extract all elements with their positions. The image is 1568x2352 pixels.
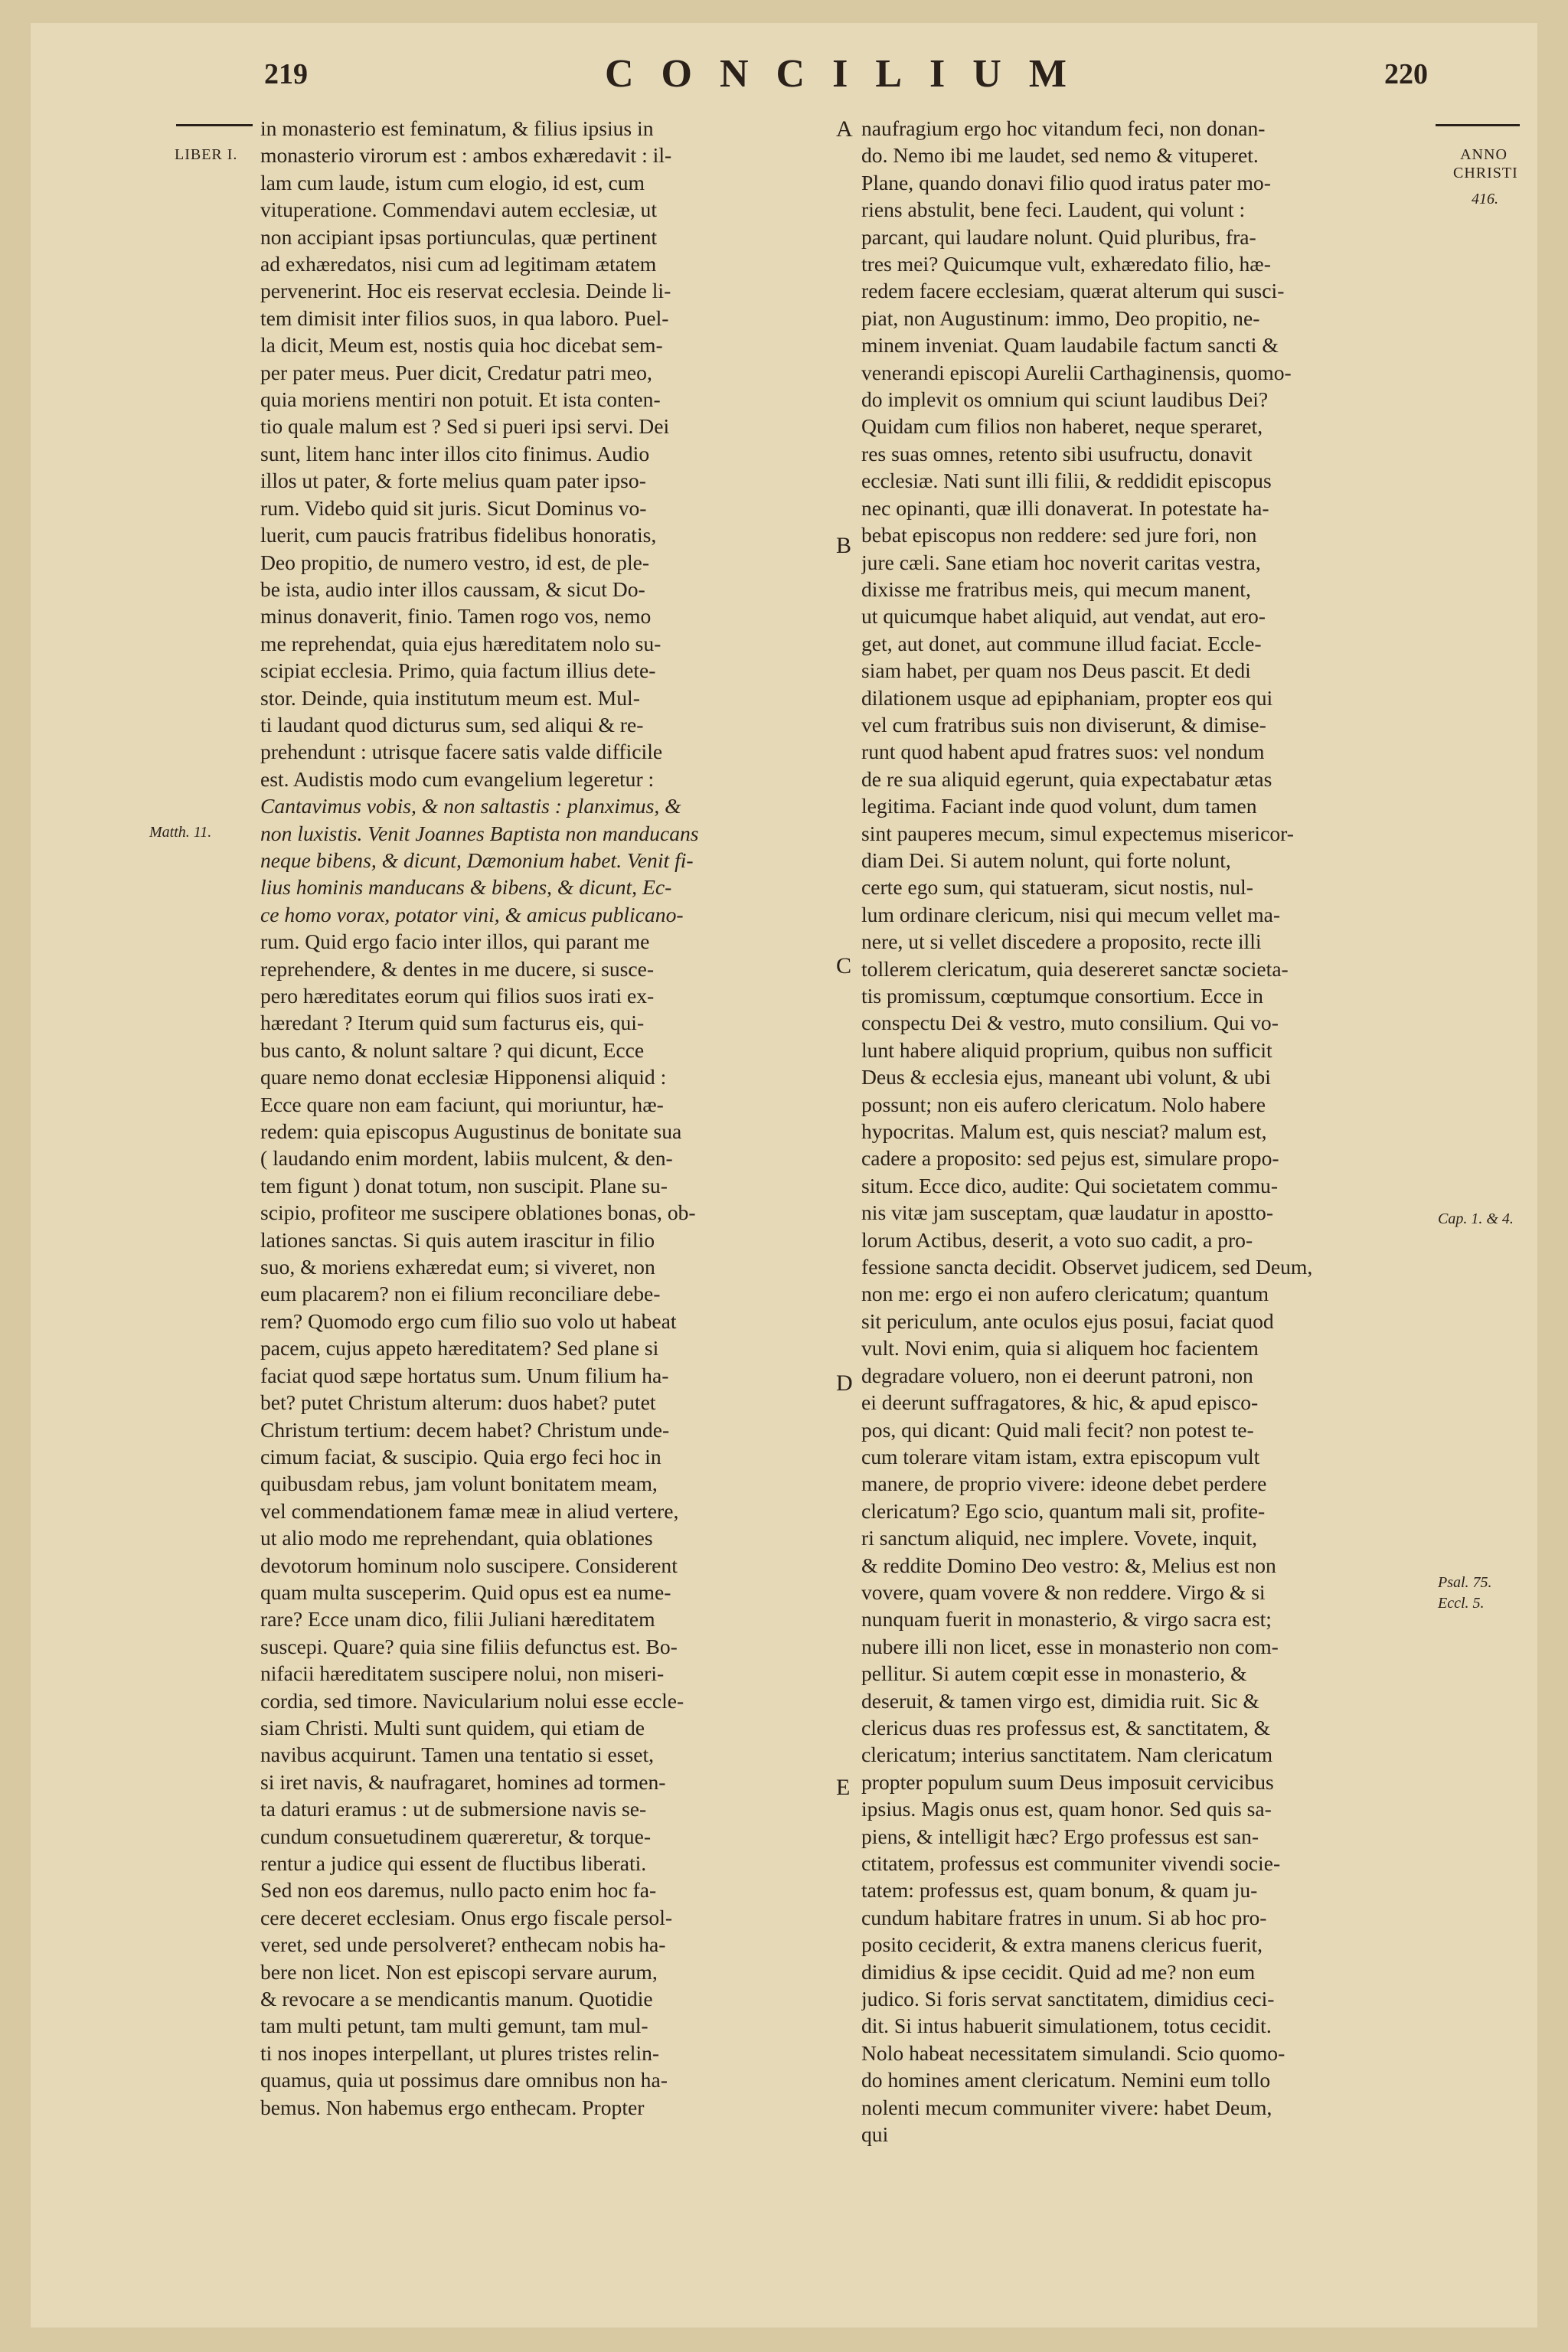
text-line: suscepi. Quare? quia sine filiis defunctus est. Bo- (260, 1634, 678, 1658)
text-line: nifacii hæreditatem suscipere nolui, non miseri- (260, 1661, 665, 1686)
text-line: non me: ergo ei non aufero clericatum; quantum (861, 1282, 1269, 1306)
text-line: navibus acquirunt. Tamen una tentatio si esset, (260, 1743, 655, 1767)
text-line: clericus duas res professus est, & sanctitatem, & (861, 1715, 1271, 1740)
text-line: situm. Ecce dico, audite: Qui societatem commu- (861, 1173, 1279, 1197)
text-line: la dicit, Meum est, nostis quia hoc dicebat sem- (260, 333, 663, 358)
text-line: illos ut pater, & forte melius quam pater ipso- (260, 469, 646, 493)
margin-book-label: LIBER I. (175, 146, 238, 163)
text-line: dilationem usque ad epiphaniam, propter eos qui (861, 685, 1273, 710)
text-line: cordia, sed timore. Navicularium nolui esse eccle- (260, 1688, 684, 1713)
text-line: rem? Quomodo ergo cum filio suo volo ut habeat (260, 1308, 677, 1333)
text-line: naufragium ergo hoc vitandum feci, non donan- (861, 116, 1266, 140)
text-line: parcant, qui laudare nolunt. Quid pluribus, fra- (861, 224, 1256, 249)
text-line: redem facere ecclesiam, quærat alterum qui susci- (861, 279, 1285, 303)
text-line: ce homo vorax, potator vini, & amicus publicano- (260, 902, 684, 926)
text-line: Deus & ecclesia ejus, maneant ubi volunt, & ubi (861, 1065, 1271, 1089)
text-line: manere, de proprio vivere: ideone debet perdere (861, 1472, 1267, 1496)
text-line: quam multa susceperim. Quid opus est ea nume- (260, 1579, 671, 1604)
text-line: devotorum hominum nolo suscipere. Considerent (260, 1553, 678, 1577)
header-rule-right (1436, 124, 1520, 126)
text-line: do. Nemo ibi me laudet, sed nemo & vituperet. (861, 143, 1259, 168)
text-line: scipiat ecclesia. Primo, quia factum illius dete- (260, 658, 656, 683)
text-line: possunt; non eis aufero clericatum. Nolo habere (861, 1092, 1266, 1116)
text-line: bus canto, & nolunt saltare ? qui dicunt, Ecce (260, 1037, 645, 1062)
page-header (0, 52, 1568, 111)
text-line: ri sanctum aliquid, nec implere. Vovete, inquit, (861, 1526, 1258, 1550)
text-line: jure cæli. Sane etiam hoc noverit caritas vestra, (861, 550, 1261, 574)
text-line: dit. Si intus habuerit simulationem, totus cecidit. (861, 2014, 1272, 2038)
text-line: legitima. Faciant inde quod volunt, dum tamen (861, 794, 1257, 818)
margin-year-label: ANNO CHRISTI (1453, 146, 1518, 181)
text-line: clericatum? Ego scio, quantum mali sit, profite- (861, 1498, 1266, 1523)
text-line: bebat episcopus non reddere: sed jure fori, non (861, 523, 1257, 547)
section-letter-d: D (836, 1370, 853, 1396)
text-line: cundum habitare fratres in unum. Si ab hoc pro- (861, 1905, 1267, 1929)
text-line: ei deerunt suffragatores, & hic, & apud episco- (861, 1390, 1259, 1415)
margin-citation-eccl: Eccl. 5. (1438, 1595, 1485, 1612)
text-line: lorum Actibus, deserit, a voto suo cadit, a pro- (861, 1227, 1253, 1252)
text-line: ipsius. Magis onus est, quam honor. Sed quis sa- (861, 1797, 1272, 1821)
text-line: diam Dei. Si autem nolunt, qui forte nolunt, (861, 848, 1231, 872)
text-line: & revocare a se mendicantis manum. Quotidie (260, 1987, 653, 2011)
text-line: quamus, quia ut possimus dare omnibus non ha- (260, 2068, 668, 2092)
text-line: quibusdam rebus, jam volunt bonitatem meam, (260, 1472, 658, 1496)
margin-year: 416. (1472, 191, 1498, 207)
text-line: Christum tertium: decem habet? Christum unde- (260, 1417, 670, 1442)
text-line: prehendunt : utrisque facere satis valde difficile (260, 740, 663, 764)
text-line: veret, sed unde persolveret? enthecam nobis ha- (260, 1932, 666, 1957)
text-line: minus donaverit, finio. Tamen rogo vos, nemo (260, 604, 652, 629)
text-line: do homines ament clericatum. Nemini eum tollo (861, 2068, 1271, 2092)
text-line: sint pauperes mecum, simul expectemus misericor- (861, 821, 1294, 845)
text-line: tem dimisit inter filios suos, in qua laboro. Puel- (260, 305, 669, 330)
running-title: CONCILIUM (605, 52, 1094, 96)
text-line: qui (861, 2122, 889, 2147)
text-line: venerandi episcopi Aurelii Carthaginensis, quomo- (861, 360, 1292, 384)
text-line: deseruit, & tamen virgo est, dimidia ruit. Sic & (861, 1688, 1259, 1713)
text-line: lam cum laude, istum cum elogio, id est, cum (260, 170, 645, 194)
text-line: tollerem clericatum, quia desereret sanctæ societa- (861, 956, 1289, 981)
text-line: pos, qui dicant: Quid mali fecit? non potest te- (861, 1417, 1254, 1442)
text-line: tem figunt ) donat totum, non suscipit. Plane su- (260, 1173, 668, 1197)
text-line: rum. Quid ergo facio inter illos, qui parant me (260, 929, 650, 954)
text-line: Cantavimus vobis, & non saltastis : planximus, & (260, 794, 681, 818)
page-number-right: 220 (1384, 58, 1428, 90)
text-line: minem inveniat. Quam laudabile factum sancti & (861, 333, 1279, 358)
text-line: dixisse me fratribus meis, qui mecum manent, (861, 577, 1251, 601)
text-line: cundum consuetudinem quæreretur, & torque- (260, 1824, 652, 1848)
text-line: nolenti mecum communiter vivere: habet Deum, (861, 2095, 1272, 2119)
text-line: get, aut donet, aut commune illud faciat. Eccle- (861, 631, 1262, 655)
text-line: scipio, profiteor me suscipere oblationes bonas, ob- (260, 1200, 696, 1225)
text-line: ut quicumque habet aliquid, aut vendat, aut ero- (861, 604, 1266, 629)
text-line: pervenerint. Hoc eis reservat ecclesia. Deinde li- (260, 279, 671, 303)
text-line: ta daturi eramus : ut de submersione navis se- (260, 1797, 647, 1821)
text-line: clericatum; interius sanctitatem. Nam clericatum (861, 1743, 1273, 1767)
text-line: bet? putet Christum alterum: duos habet? putet (260, 1390, 656, 1415)
text-line: vult. Novi enim, quia si aliquem hoc facientem (861, 1336, 1259, 1361)
text-line: cadere a proposito: sed pejus est, simulare propo- (861, 1146, 1279, 1171)
text-line: siam habet, per quam nos Deus pascit. Et dedi (861, 658, 1251, 683)
text-line: degradare voluero, non ei deerunt patroni, non (861, 1363, 1253, 1387)
text-line: hæredant ? Iterum quid sum facturus eis, qui- (260, 1011, 645, 1035)
section-letter-a: A (836, 116, 853, 142)
text-line: vel cum fratribus suis non diviserunt, & dimise- (861, 712, 1266, 737)
text-line: Plane, quando donavi filio quod iratus pater mo- (861, 170, 1271, 194)
text-line: de re sua aliquid egerunt, quia expectabatur ætas (861, 766, 1272, 791)
text-line: runt quod habent apud fratres suos: vel nondum (861, 740, 1265, 764)
text-line: cere deceret ecclesiam. Onus ergo fiscale persol- (260, 1905, 673, 1929)
text-line: conspectu Dei & vestro, muto consilium. Qui vo- (861, 1011, 1279, 1035)
text-line: res suas omnes, retento sibi usufructu, donavit (861, 441, 1253, 466)
text-line: ti laudant quod dicturus sum, sed aliqui & re- (260, 712, 644, 737)
text-line: Deo propitio, de numero vestro, id est, de ple- (260, 550, 650, 574)
text-line: ti nos inopes interpellant, ut plures tristes relin- (260, 2040, 660, 2065)
text-line: bemus. Non habemus ergo enthecam. Propter (260, 2095, 645, 2119)
text-line: monasterio virorum est : ambos exhæredavit : il- (260, 143, 672, 168)
section-letter-b: B (836, 533, 852, 558)
text-line: vel commendationem famæ meæ in aliud vertere, (260, 1498, 679, 1523)
text-line: reprehendere, & dentes in me ducere, si susce- (260, 956, 655, 981)
text-line: faciat quod sæpe hortatus sum. Unum filium ha- (260, 1363, 669, 1387)
text-line: ad exhæredatos, nisi cum ad legitimam ætatem (260, 252, 657, 276)
text-line: piat, non Augustinum: immo, Deo propitio, ne- (861, 305, 1260, 330)
text-line: riens abstulit, bene feci. Laudent, qui volunt : (861, 198, 1246, 222)
text-line: hypocritas. Malum est, quis nesciat? malum est, (861, 1119, 1267, 1144)
text-line: rentur a judice qui essent de fluctibus liberati. (260, 1851, 647, 1875)
text-line: rare? Ecce unam dico, filii Juliani hæreditatem (260, 1607, 655, 1632)
text-line: me reprehendat, quia ejus hæreditatem nolo su- (260, 631, 662, 655)
text-line: sunt, litem hanc inter illos cito finimus. Audio (260, 441, 650, 466)
text-line: quia moriens mentiri non potuit. Et ista conten- (260, 387, 661, 412)
text-line: propter populum suum Deus imposuit cervicibus (861, 1769, 1274, 1794)
text-line: pacem, cujus appeto hæreditatem? Sed plane si (260, 1336, 659, 1361)
text-line: in monasterio est feminatum, & filius ipsius in (260, 116, 654, 140)
text-line: luerit, cum paucis fratribus fidelibus honoratis, (260, 523, 657, 547)
text-line: nunquam fuerit in monasterio, & virgo sacra est; (861, 1607, 1272, 1632)
text-line: sit periculum, ante oculos ejus posui, faciat quod (861, 1308, 1274, 1333)
section-letter-c: C (836, 953, 852, 978)
text-line: non accipiant ipsas portiunculas, quæ pertinent (260, 224, 658, 249)
text-line: Quidam cum filios non haberet, neque speraret, (861, 414, 1263, 439)
text-line: nubere illi non licet, esse in monasterio non com- (861, 1634, 1279, 1658)
text-line: lius hominis manducans & bibens, & dicunt, Ec- (260, 875, 672, 900)
text-line: be ista, audio inter illos caussam, & sicut Do- (260, 577, 645, 601)
text-line: rum. Videbo quid sit juris. Sicut Dominus vo- (260, 495, 647, 520)
text-line: vituperatione. Commendavi autem ecclesiæ, ut (260, 198, 658, 222)
text-line: nec opinanti, quæ illi donaverat. In potestate ha- (861, 495, 1269, 520)
text-line: per pater meus. Puer dicit, Credatur patri meo, (260, 360, 652, 384)
margin-citation-matthew: Matth. 11. (149, 824, 212, 841)
text-line: tres mei? Quicumque vult, exhæredato filio, hæ- (861, 252, 1271, 276)
text-line: suo, & moriens exhæredat eum; si viveret, non (260, 1255, 655, 1279)
text-line: lunt habere aliquid proprium, quibus non sufficit (861, 1037, 1272, 1062)
text-line: judico. Si foris servat sanctitatem, dimidius ceci- (861, 1987, 1275, 2011)
text-line: ut alio modo me reprehendant, quia oblationes (260, 1526, 653, 1550)
text-line: tam multi petunt, tam multi gemunt, tam mul- (260, 2014, 648, 2038)
text-line: & reddite Domino Deo vestro: &, Melius est non (861, 1553, 1276, 1577)
text-line: ctitatem, professus est communiter vivendi socie- (861, 1851, 1281, 1875)
margin-citation-cap: Cap. 1. & 4. (1438, 1210, 1514, 1227)
text-line: cimum faciat, & suscipio. Quia ergo feci hoc in (260, 1444, 662, 1468)
margin-citation-psalm: Psal. 75. (1438, 1574, 1492, 1591)
text-line: stor. Deinde, quia institutum meum est. Mul- (260, 685, 640, 710)
text-line: tis promissum, cœptumque consortium. Ecce in (861, 984, 1263, 1008)
text-line: vovere, quam vovere & non reddere. Virgo & si (861, 1579, 1266, 1604)
text-line: si iret navis, & naufragaret, homines ad tormen- (260, 1769, 666, 1794)
text-line: est. Audistis modo cum evangelium legeretur : (260, 766, 655, 791)
text-line: nere, ut si vellet discedere a proposito, recte illi (861, 929, 1262, 954)
text-column-left (260, 115, 827, 2121)
text-line: do implevit os omnium qui sciunt laudibus Dei? (861, 387, 1269, 412)
text-line: lum ordinare clericum, nisi qui mecum vellet ma- (861, 902, 1281, 926)
text-line: ecclesiæ. Nati sunt illi filii, & reddidit episcopus (861, 469, 1272, 493)
text-line: quare nemo donat ecclesiæ Hipponensi aliquid : (260, 1065, 667, 1089)
text-line: tio quale malum est ? Sed si pueri ipsi servi. Dei (260, 414, 670, 439)
text-line: eum placarem? non ei filium reconciliare debe- (260, 1282, 661, 1306)
text-line: piens, & intelligit hæc? Ergo professus est san- (861, 1824, 1259, 1848)
text-line: posito ceciderit, & extra manens clericus fuerit, (861, 1932, 1263, 1957)
text-line: cum tolerare vitam istam, extra episcopum vult (861, 1444, 1260, 1468)
text-line: Nolo habeat necessitatem simulandi. Scio quomo- (861, 2040, 1285, 2065)
text-line: pellitur. Si autem cœpit esse in monasterio, & (861, 1661, 1247, 1686)
page-number-left: 219 (264, 58, 308, 90)
text-line: neque bibens, & dicunt, Dæmonium habet. Venit fi- (260, 848, 694, 872)
text-line: ( laudando enim mordent, labiis mulcent, & den- (260, 1146, 673, 1171)
text-line: dimidius & ipse cecidit. Quid ad me? non eum (861, 1959, 1256, 1984)
section-letter-e: E (836, 1775, 851, 1800)
text-line: siam Christi. Multi sunt quidem, qui etiam de (260, 1715, 645, 1740)
text-line: redem: quia episcopus Augustinus de bonitate sua (260, 1119, 682, 1144)
text-line: lationes sanctas. Si quis autem irascitur in filio (260, 1227, 655, 1252)
text-line: Sed non eos daremus, nullo pacto enim hoc fa- (260, 1878, 657, 1903)
text-line: non luxistis. Venit Joannes Baptista non manducans (260, 821, 699, 845)
text-line: pero hæreditates eorum qui filios suos irati ex- (260, 984, 655, 1008)
text-line: Ecce quare non eam faciunt, qui moriuntur, hæ- (260, 1092, 664, 1116)
header-rule-left (176, 124, 253, 126)
text-column-right (861, 115, 1436, 2148)
text-line: bere non licet. Non est episcopi servare aurum, (260, 1959, 658, 1984)
text-line: tatem: professus est, quam bonum, & quam ju- (861, 1878, 1258, 1903)
text-line: fessione sancta decidit. Observet judicem, sed Deum, (861, 1255, 1313, 1279)
text-line: nis vitæ jam susceptam, quæ laudatur in apostto- (861, 1200, 1274, 1225)
text-line: certe ego sum, qui statueram, sicut nostis, nul- (861, 875, 1253, 900)
